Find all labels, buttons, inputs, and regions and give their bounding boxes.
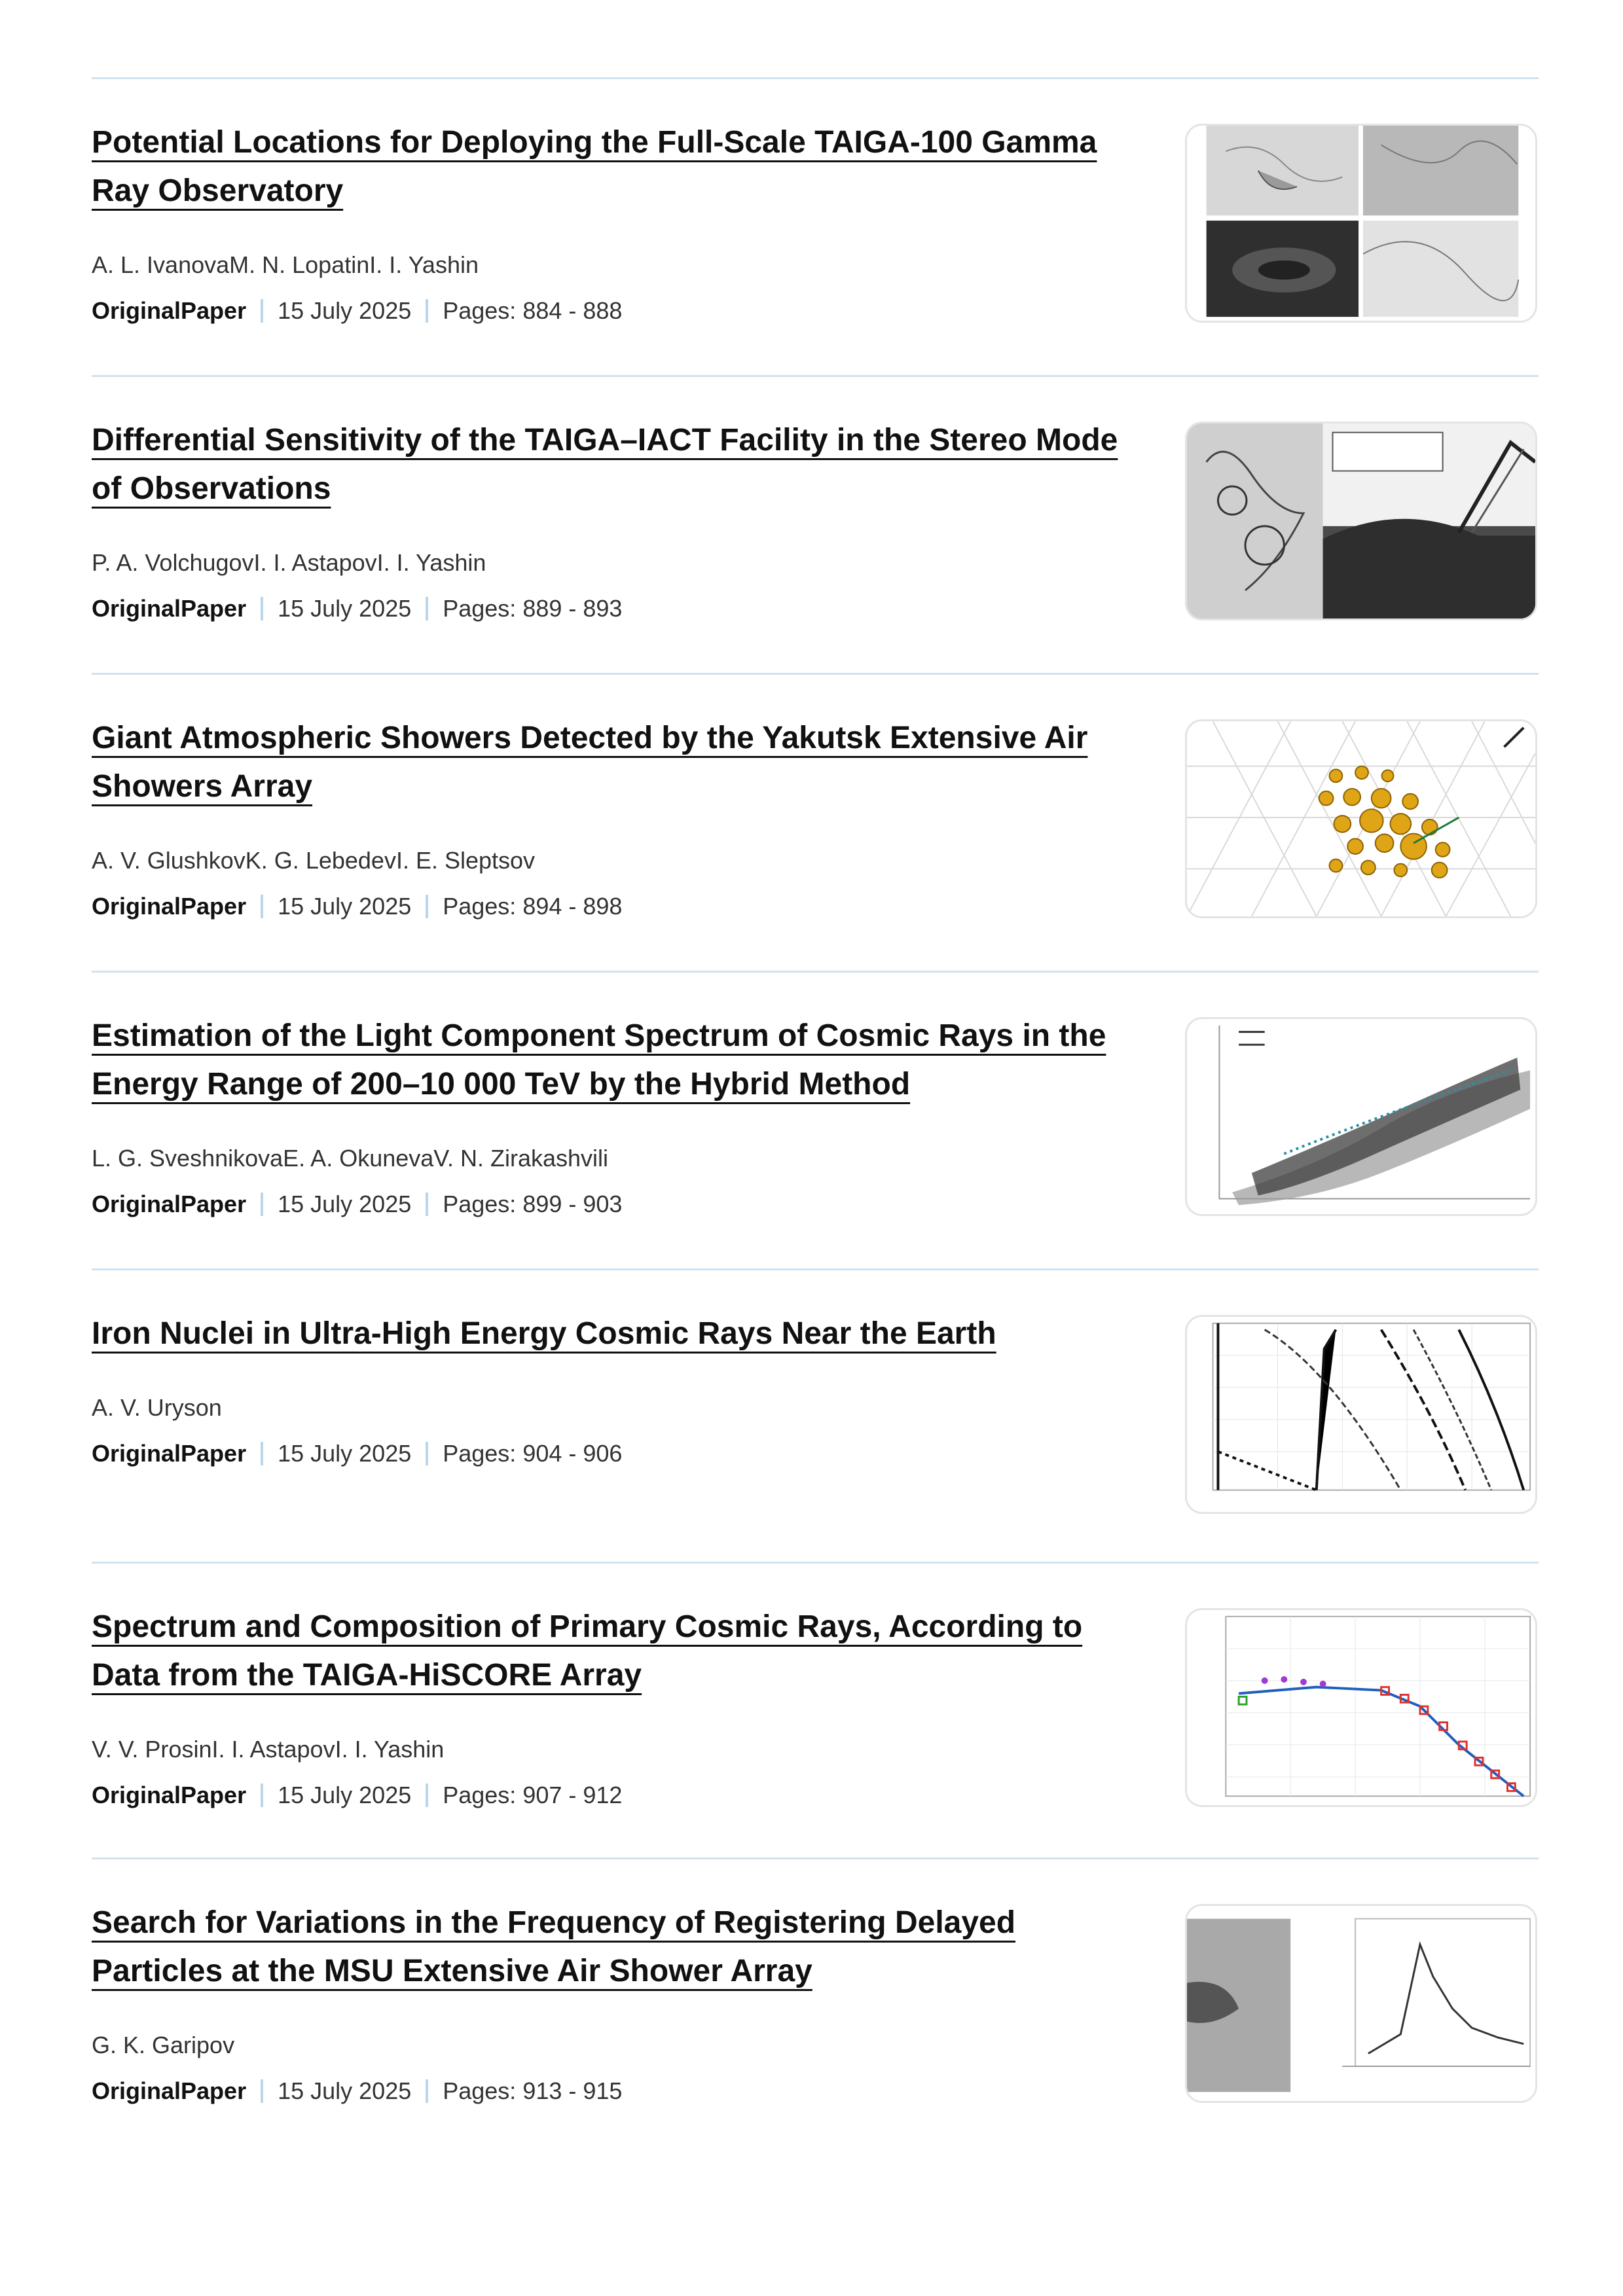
article-meta	[92, 1190, 622, 1219]
article-title-link[interactable]: Search for Variations in the Frequency of Registering Delayed Particles at the MSU Extensive Air Shower Array	[92, 1905, 1016, 1988]
article-authors: A. V. Uryson	[92, 1394, 222, 1421]
meta-divider	[426, 1193, 428, 1216]
meta-divider	[261, 299, 263, 323]
article-title-link[interactable]: Giant Atmospheric Showers Detected by the Yakutsk Extensive Air Showers Array	[92, 721, 1088, 804]
meta-divider	[426, 299, 428, 323]
article-type: OriginalPaper	[92, 1191, 247, 1217]
meta-divider	[261, 597, 263, 620]
article-thumbnail[interactable]	[1185, 719, 1537, 918]
meta-divider	[261, 1442, 263, 1465]
article-type: OriginalPaper	[92, 893, 247, 920]
meta-divider	[261, 895, 263, 918]
article-type: OriginalPaper	[92, 1782, 247, 1808]
article-authors: L. G. SveshnikovaE. A. OkunevaV. N. Zirakashvili	[92, 1145, 609, 1172]
meta-divider	[426, 2079, 428, 2103]
meta-divider	[426, 1784, 428, 1807]
article-meta	[92, 296, 622, 325]
meta-divider	[426, 895, 428, 918]
article-meta	[92, 2077, 622, 2106]
article-pages: Pages: 904 - 906	[443, 1440, 623, 1467]
article-thumbnail[interactable]	[1185, 1017, 1537, 1216]
article-item	[92, 375, 1539, 673]
article-pages: Pages: 894 - 898	[443, 893, 623, 920]
article-meta	[92, 892, 622, 921]
article-thumbnail[interactable]	[1185, 1904, 1537, 2103]
article-date: 15 July 2025	[278, 1191, 412, 1217]
article-meta	[92, 1781, 622, 1810]
article-item	[92, 971, 1539, 1268]
article-meta	[92, 1439, 622, 1468]
article-thumbnail[interactable]	[1185, 1608, 1537, 1807]
meta-divider	[261, 1784, 263, 1807]
article-date: 15 July 2025	[278, 893, 412, 920]
article-pages: Pages: 889 - 893	[443, 595, 623, 622]
article-thumbnail[interactable]	[1185, 422, 1537, 620]
article-date: 15 July 2025	[278, 595, 412, 622]
article-type: OriginalPaper	[92, 595, 247, 622]
article-pages: Pages: 899 - 903	[443, 1191, 623, 1217]
article-authors: A. L. IvanovaM. N. LopatinI. I. Yashin	[92, 251, 479, 278]
article-date: 15 July 2025	[278, 1440, 412, 1467]
article-meta	[92, 594, 622, 623]
article-date: 15 July 2025	[278, 297, 412, 324]
article-authors: V. V. ProsinI. I. AstapovI. I. Yashin	[92, 1736, 445, 1763]
article-pages: Pages: 913 - 915	[443, 2077, 623, 2104]
meta-divider	[426, 1442, 428, 1465]
meta-divider	[261, 1193, 263, 1216]
article-item	[92, 1268, 1539, 1566]
article-pages: Pages: 907 - 912	[443, 1782, 623, 1808]
article-type: OriginalPaper	[92, 1440, 247, 1467]
article-thumbnail[interactable]	[1185, 1315, 1537, 1514]
article-item	[92, 1562, 1539, 1859]
article-title-link[interactable]: Iron Nuclei in Ultra-High Energy Cosmic Rays Near the Earth	[92, 1316, 996, 1351]
article-authors: G. K. Garipov	[92, 2032, 235, 2058]
article-pages: Pages: 884 - 888	[443, 297, 623, 324]
article-type: OriginalPaper	[92, 2077, 247, 2104]
article-date: 15 July 2025	[278, 2077, 412, 2104]
article-title-link[interactable]: Estimation of the Light Component Spectrum of Cosmic Rays in the Energy Range of 200–10 000 TeV by the Hybrid Method	[92, 1018, 1106, 1102]
article-date: 15 July 2025	[278, 1782, 412, 1808]
article-title-link[interactable]: Spectrum and Composition of Primary Cosmic Rays, According to Data from the TAIGA-HiSCORE Array	[92, 1609, 1083, 1693]
article-type: OriginalPaper	[92, 297, 247, 324]
article-title-link[interactable]: Potential Locations for Deploying the Full-Scale TAIGA-100 Gamma Ray Observatory	[92, 125, 1097, 208]
article-authors: A. V. GlushkovK. G. LebedevI. E. Sleptsov	[92, 847, 536, 874]
meta-divider	[426, 597, 428, 620]
article-title-link[interactable]: Differential Sensitivity of the TAIGA–IACT Facility in the Stereo Mode of Observations	[92, 423, 1118, 506]
article-item	[92, 77, 1539, 375]
article-item	[92, 1857, 1539, 2155]
article-authors: P. A. VolchugovI. I. AstapovI. I. Yashin	[92, 549, 486, 576]
article-item	[92, 673, 1539, 971]
meta-divider	[261, 2079, 263, 2103]
article-thumbnail[interactable]	[1185, 124, 1537, 323]
